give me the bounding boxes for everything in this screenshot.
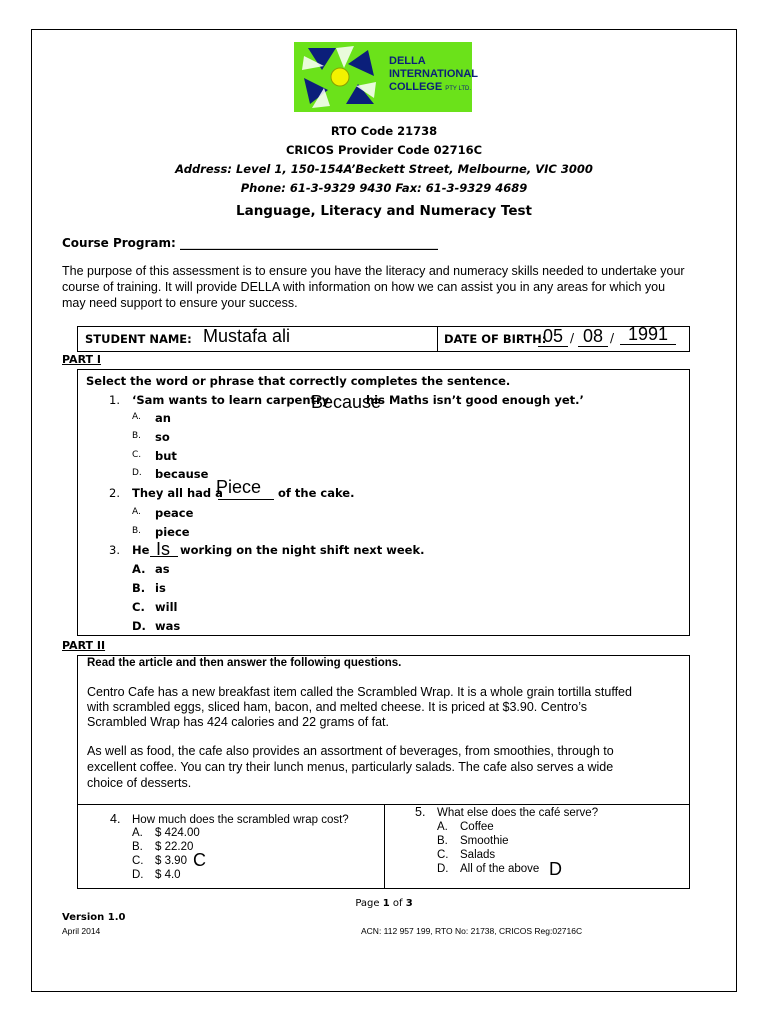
q4-option-c-letter: C. (132, 855, 144, 867)
dob-day[interactable]: 05 (538, 327, 568, 347)
q4-number: 4. (110, 812, 121, 826)
part1-box (77, 369, 690, 636)
logo-wordmark (389, 55, 478, 96)
dob-month[interactable]: 08 (578, 327, 608, 347)
q2-text-start: They all had a (132, 486, 223, 500)
page-prefix: Page (355, 898, 383, 909)
dob-label: DATE OF BIRTH: (444, 332, 547, 346)
q4-option-b-letter: B. (132, 841, 143, 853)
article-para2-line2: excellent coffee. You can try their lunch menus, particularly salads. The cafe also serves a wide (87, 760, 614, 774)
student-name-label: STUDENT NAME: (85, 332, 192, 346)
q1-text-start: ‘Sam wants to learn carpentry (132, 393, 330, 407)
q1-answer[interactable]: Because (311, 392, 382, 412)
purpose-line2: course of training. It will provide DELLA with information on how we can assist you in any areas for which you (62, 280, 666, 294)
q3-option-a-letter: A. (132, 562, 146, 576)
part1-instruction: Select the word or phrase that correctly completes the sentence. (86, 374, 511, 388)
part2-instruction: Read the article and then answer the following questions. (87, 657, 402, 669)
q3-option-b-letter: B. (132, 581, 146, 595)
q3-text-end: working on the night shift next week. (180, 543, 425, 557)
q5-option-a[interactable]: Coffee (460, 821, 494, 833)
phone-fax: Phone: 61-3-9329 9430 Fax: 61-3-9329 4689 (240, 181, 528, 195)
q1-option-c-letter: C. (132, 450, 142, 460)
logo-line2: INTERNATIONAL (389, 68, 479, 80)
q5-number: 5. (415, 805, 426, 819)
page-title: Language, Literacy and Numeracy Test (235, 203, 532, 219)
purpose-line1: The purpose of this assessment is to ensure you have the literacy and numeracy skills needed to undertake your (62, 264, 685, 278)
q4-answer[interactable]: C (193, 850, 206, 870)
version-date: April 2014 (62, 926, 101, 936)
q2-text-end: of the cake. (278, 486, 355, 500)
q1-option-d[interactable]: because (155, 467, 209, 481)
q3-option-b[interactable]: is (155, 581, 166, 595)
address: Address: Level 1, 150-154A’Beckett Street, Melbourne, VIC 3000 (175, 162, 593, 176)
q5-option-c-letter: C. (437, 849, 449, 861)
dob-sep-1: / (570, 331, 575, 345)
q2-answer[interactable]: Piece (216, 477, 262, 497)
registration-ids: ACN: 112 957 199, RTO No: 21738, CRICOS Reg:02716C (361, 926, 583, 936)
q3-option-d[interactable]: was (155, 619, 181, 633)
article-para2-line1: As well as food, the cafe also provides an assortment of beverages, from smoothies, through to (87, 744, 614, 758)
logo-pinwheel-icon (296, 42, 388, 112)
q4-option-d[interactable]: $ 4.0 (155, 869, 181, 881)
q1-option-d-letter: D. (132, 468, 142, 478)
q5-option-d-letter: D. (437, 863, 449, 875)
student-row-divider (437, 326, 438, 352)
q2-option-a-letter: A. (132, 507, 141, 517)
dob-sep-2: / (610, 331, 615, 345)
q3-text-start: He (132, 543, 150, 557)
q3-answer[interactable]: Is (156, 539, 171, 559)
q3-option-c[interactable]: will (155, 600, 178, 614)
page-total: 3 (405, 898, 413, 909)
logo-line3: COLLEGE (389, 81, 443, 93)
q3-option-c-letter: C. (132, 600, 145, 614)
q4-option-c[interactable]: $ 3.90 (155, 855, 187, 867)
cricos-code: CRICOS Provider Code 02716C (285, 143, 483, 157)
q5-option-b-letter: B. (437, 835, 448, 847)
q1-option-b[interactable]: so (155, 430, 170, 444)
article-para1-line1: Centro Cafe has a new breakfast item called the Scrambled Wrap. It is a whole grain tortilla stuffed (87, 685, 632, 699)
q5-text: What else does the café serve? (437, 807, 599, 819)
q2-blank (218, 499, 274, 500)
part2-divider-v (384, 804, 385, 889)
q5-option-b[interactable]: Smoothie (460, 835, 509, 847)
page-of: of (389, 898, 406, 909)
q1-number: 1. (109, 393, 120, 407)
rto-code: RTO Code 21738 (330, 124, 438, 138)
q2-option-b[interactable]: piece (155, 525, 190, 539)
article-para1-line3: Scrambled Wrap has 424 calories and 22 grams of fat. (87, 715, 390, 729)
page-current: 1 (382, 898, 390, 909)
logo-line1: DELLA (389, 55, 426, 67)
q5-option-a-letter: A. (437, 821, 448, 833)
q2-option-a[interactable]: peace (155, 506, 194, 520)
page-number (0, 898, 768, 909)
q3-option-d-letter: D. (132, 619, 146, 633)
dob-year[interactable]: 1991 (620, 325, 676, 345)
part2-label: PART II (62, 639, 106, 652)
version-label: Version 1.0 (62, 912, 126, 923)
part1-label: PART I (62, 353, 101, 366)
q4-option-a[interactable]: $ 424.00 (155, 827, 200, 839)
q5-answer[interactable]: D (549, 859, 562, 879)
q1-text-end: his Maths isn’t good enough yet.’ (366, 393, 584, 407)
q1-option-a[interactable]: an (155, 411, 171, 425)
q1-option-c[interactable]: but (155, 449, 177, 463)
article-para2-line3: choice of desserts. (87, 776, 192, 790)
q4-option-a-letter: A. (132, 827, 143, 839)
course-program-label: Course Program: ___________________________________________ (62, 236, 439, 250)
q1-option-a-letter: A. (132, 412, 141, 422)
purpose-line3: may need support to ensure your success. (62, 296, 298, 310)
college-logo (294, 42, 479, 112)
article-para1-line2: with scrambled eggs, sliced ham, bacon, and melted cheese. It is priced at $3.90. Centro’s (87, 700, 588, 714)
q5-option-d[interactable]: All of the above (460, 863, 540, 875)
q2-number: 2. (109, 486, 120, 500)
q2-option-b-letter: B. (132, 526, 142, 536)
q3-option-a[interactable]: as (155, 562, 170, 576)
q4-text: How much does the scrambled wrap cost? (132, 814, 349, 826)
q1-option-b-letter: B. (132, 431, 142, 441)
q5-option-c[interactable]: Salads (460, 849, 496, 861)
q4-option-d-letter: D. (132, 869, 144, 881)
q4-option-b[interactable]: $ 22.20 (155, 841, 194, 853)
q3-number: 3. (109, 543, 120, 557)
student-name-value[interactable]: Mustafa ali (203, 326, 291, 346)
logo-suffix: PTY LTD. (445, 86, 472, 92)
